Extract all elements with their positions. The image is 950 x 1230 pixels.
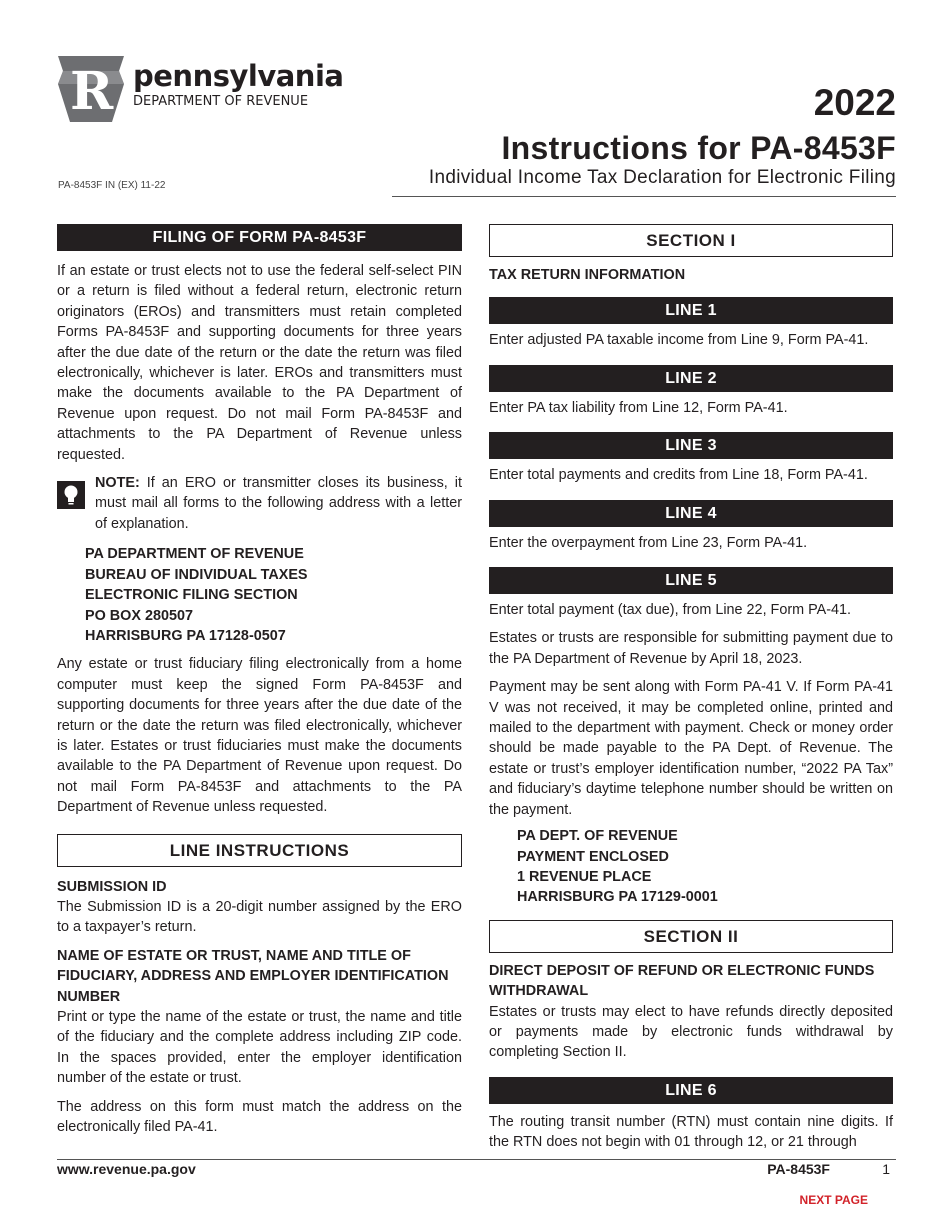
right-column	[489, 224, 893, 1153]
address-line: PO BOX 280507	[85, 607, 193, 624]
footer-form-number: PA-8453F	[767, 1161, 830, 1177]
payment-address	[489, 826, 893, 908]
submission-id-paragraph: The Submission ID is a 20-digit number assigned by the ERO to a taxpayer’s return.	[57, 898, 462, 936]
page-title: Instructions for PA-8453F	[501, 130, 896, 166]
page-number: 1	[882, 1161, 890, 1177]
line-5-heading: LINE 5	[489, 567, 893, 594]
page-subtitle: Individual Income Tax Declaration for Electronic Filing	[428, 167, 896, 188]
filing-paragraph: If an estate or trust elects not to use the federal self-select PIN or a return is filed without a federal return, electronic return originators (EROs) and transmitters must retain completed Forms PA-8453F and supporting documents for three years after the due date of the return or the date the return was filed electronically, whichever is later. EROs and transmitters must make the documents available to the PA Department of Revenue upon request. Do not mail Form PA-8453F and attachments to the PA Department of Revenue unless requested.	[57, 263, 462, 463]
logo-letter: R	[70, 61, 114, 122]
payment-instructions-paragraph: Payment may be sent along with Form PA-41 V. If Form PA-41 V was not received, it may be completed online, printed and mailed to the department with payment. Check or money order should be made payable to the PA Dept. of Revenue. The estate or trust’s employer identification number, “2022 PA Tax” and fiduciary’s daytime telephone number should be written on the payment.	[489, 679, 893, 818]
next-page-link[interactable]: NEXT PAGE	[799, 1193, 868, 1207]
address-line: PA DEPT. OF REVENUE	[517, 828, 678, 845]
address-line: PAYMENT ENCLOSED	[517, 848, 669, 865]
line-4-heading: LINE 4	[489, 500, 893, 527]
address-line: HARRISBURG PA 17128-0507	[85, 627, 286, 644]
direct-deposit-paragraph: Estates or trusts may elect to have refunds directly deposited or payments made by electronic funds withdrawal by completing Section II.	[489, 1003, 893, 1061]
line-instructions-heading: LINE INSTRUCTIONS	[57, 834, 462, 867]
note-block	[57, 473, 462, 534]
line-2-text: Enter PA tax liability from Line 12, Form PA-41.	[489, 399, 788, 416]
section-1-heading: SECTION I	[489, 224, 893, 257]
submission-id-heading: SUBMISSION ID	[57, 878, 167, 895]
line-1-text: Enter adjusted PA taxable income from Line 9, Form PA-41.	[489, 332, 869, 349]
header-divider	[392, 196, 896, 197]
name-address-heading: NAME OF ESTATE OR TRUST, NAME AND TITLE OF FIDUCIARY, ADDRESS AND EMPLOYER IDENTIFICATION NUMBER	[57, 947, 449, 1005]
section-2-heading: SECTION II	[489, 920, 893, 953]
address-line: HARRISBURG PA 17129-0001	[517, 889, 718, 906]
line-6-text: The routing transit number (RTN) must contain nine digits. If the RTN does not begin with 01 through 12, or 21 through	[489, 1113, 893, 1151]
home-filing-paragraph: Any estate or trust fiduciary filing electronically from a home computer must keep the signed Form PA-8453F and supporting documents for three years after the due date of the return or the date the return was filed electronically, whichever is later. Estates or trust fiduciaries must make the documents available to the PA Department of Revenue upon request. Do not mail Form PA-8453F and attachments to the PA Department of Revenue unless requested.	[57, 656, 462, 816]
line-2-heading: LINE 2	[489, 365, 893, 392]
line-1-heading: LINE 1	[489, 297, 893, 324]
logo-department: DEPARTMENT OF REVENUE	[133, 94, 309, 109]
line-5-text: Enter total payment (tax due), from Line 22, Form PA-41.	[489, 602, 852, 619]
line-3-heading: LINE 3	[489, 432, 893, 459]
logo-name: pennsylvania	[133, 59, 344, 93]
tax-year: 2022	[813, 82, 896, 123]
footer-url[interactable]: www.revenue.pa.gov	[57, 1161, 196, 1177]
tax-return-info-heading: TAX RETURN INFORMATION	[489, 267, 686, 283]
form-code: PA-8453F IN (EX) 11-22	[58, 180, 166, 191]
note-text: If an ERO or transmitter closes its business, it must mail all forms to the following address with a letter of explanation.	[95, 475, 462, 532]
line-3-text: Enter total payments and credits from Line 18, Form PA-41.	[489, 467, 868, 484]
footer-divider	[57, 1159, 896, 1160]
filing-heading: FILING OF FORM PA-8453F	[57, 224, 462, 251]
line-6-heading: LINE 6	[489, 1077, 893, 1104]
mailing-address	[57, 544, 462, 646]
name-address-paragraph: Print or type the name of the estate or trust, the name and title of the fiduciary and the complete address including ZIP code. In the spaces provided, enter the employer identification number of the estate or trust.	[57, 1009, 462, 1087]
direct-deposit-heading: DIRECT DEPOSIT OF REFUND OR ELECTRONIC FUNDS WITHDRAWAL	[489, 962, 875, 1000]
note-label: NOTE:	[95, 475, 140, 492]
pa-revenue-logo	[56, 54, 346, 124]
estates-payment-paragraph: Estates or trusts are responsible for submitting payment due to the PA Department of Revenue by April 18, 2023.	[489, 630, 893, 667]
address-line: ELECTRONIC FILING SECTION	[85, 587, 298, 604]
address-line: PA DEPARTMENT OF REVENUE	[85, 546, 304, 563]
address-line: 1 REVENUE PLACE	[517, 868, 652, 885]
address-line: BUREAU OF INDIVIDUAL TAXES	[85, 566, 308, 583]
address-match-paragraph: The address on this form must match the address on the electronically filed PA-41.	[57, 1098, 462, 1136]
lightbulb-icon	[57, 481, 85, 509]
left-column	[57, 224, 462, 1137]
line-4-text: Enter the overpayment from Line 23, Form PA-41.	[489, 534, 808, 551]
